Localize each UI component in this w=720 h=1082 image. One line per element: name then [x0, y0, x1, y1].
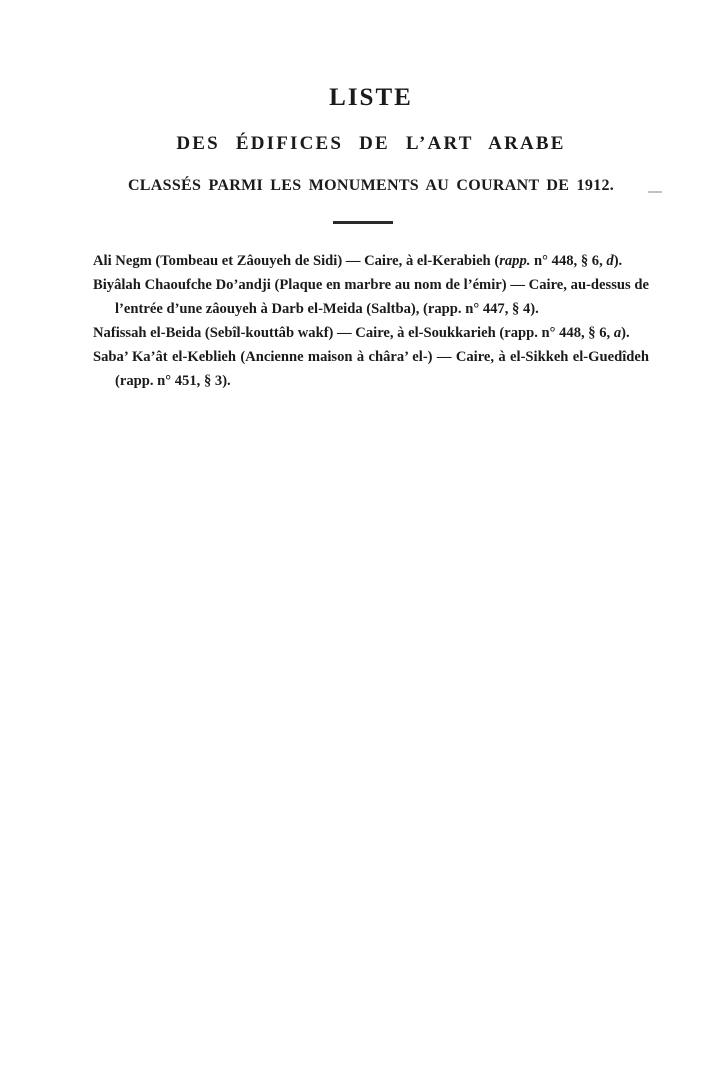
list-entry — [93, 249, 649, 273]
entry-text: ). — [613, 253, 623, 269]
entry-text-italic: d — [606, 253, 614, 269]
list-entry — [93, 345, 649, 393]
page-subheading: CLASSÉS PARMI LES MONUMENTS AU COURANT DE 1912. — [127, 177, 615, 194]
entry-text: ). — [621, 325, 630, 341]
entry-text: Nafissah el-Beida (Sebîl-kouttâb wakf) — Caire, à el-Soukkarieh (rapp. n° 448, § 6, — [93, 325, 614, 341]
heading-block — [93, 0, 649, 195]
page-subtitle: DES ÉDIFICES DE L’ART ARABE — [176, 133, 566, 154]
list-entry — [93, 273, 649, 321]
entry-list — [93, 249, 649, 393]
page-title: LISTE — [329, 84, 413, 111]
section-divider-rule — [333, 221, 393, 224]
entry-text: Biyâlah Chaoufche Do’andji (Plaque en marbre au nom de l’émir) — Caire, au-dessus de l’entrée d’une zâouyeh à Darb el-Meida (Saltba), (rapp. n° 447, § 4). — [93, 277, 649, 317]
entry-text: n° 448, § 6, — [530, 253, 607, 269]
entry-text: Ali Negm (Tombeau et Zâouyeh de Sidi) — Caire, à el-Kerabieh ( — [93, 253, 500, 269]
scan-artifact-line — [648, 191, 662, 193]
entry-text-italic: a — [613, 325, 622, 341]
list-entry — [93, 321, 649, 345]
entry-text-italic: rapp. — [499, 253, 531, 269]
entry-text: Saba’ Ka’ât el-Keblieh (Ancienne maison à châra’ el-) — Caire, à el-Sikkeh el-Guedîdeh (rapp. n° 451, § 3). — [93, 349, 649, 389]
